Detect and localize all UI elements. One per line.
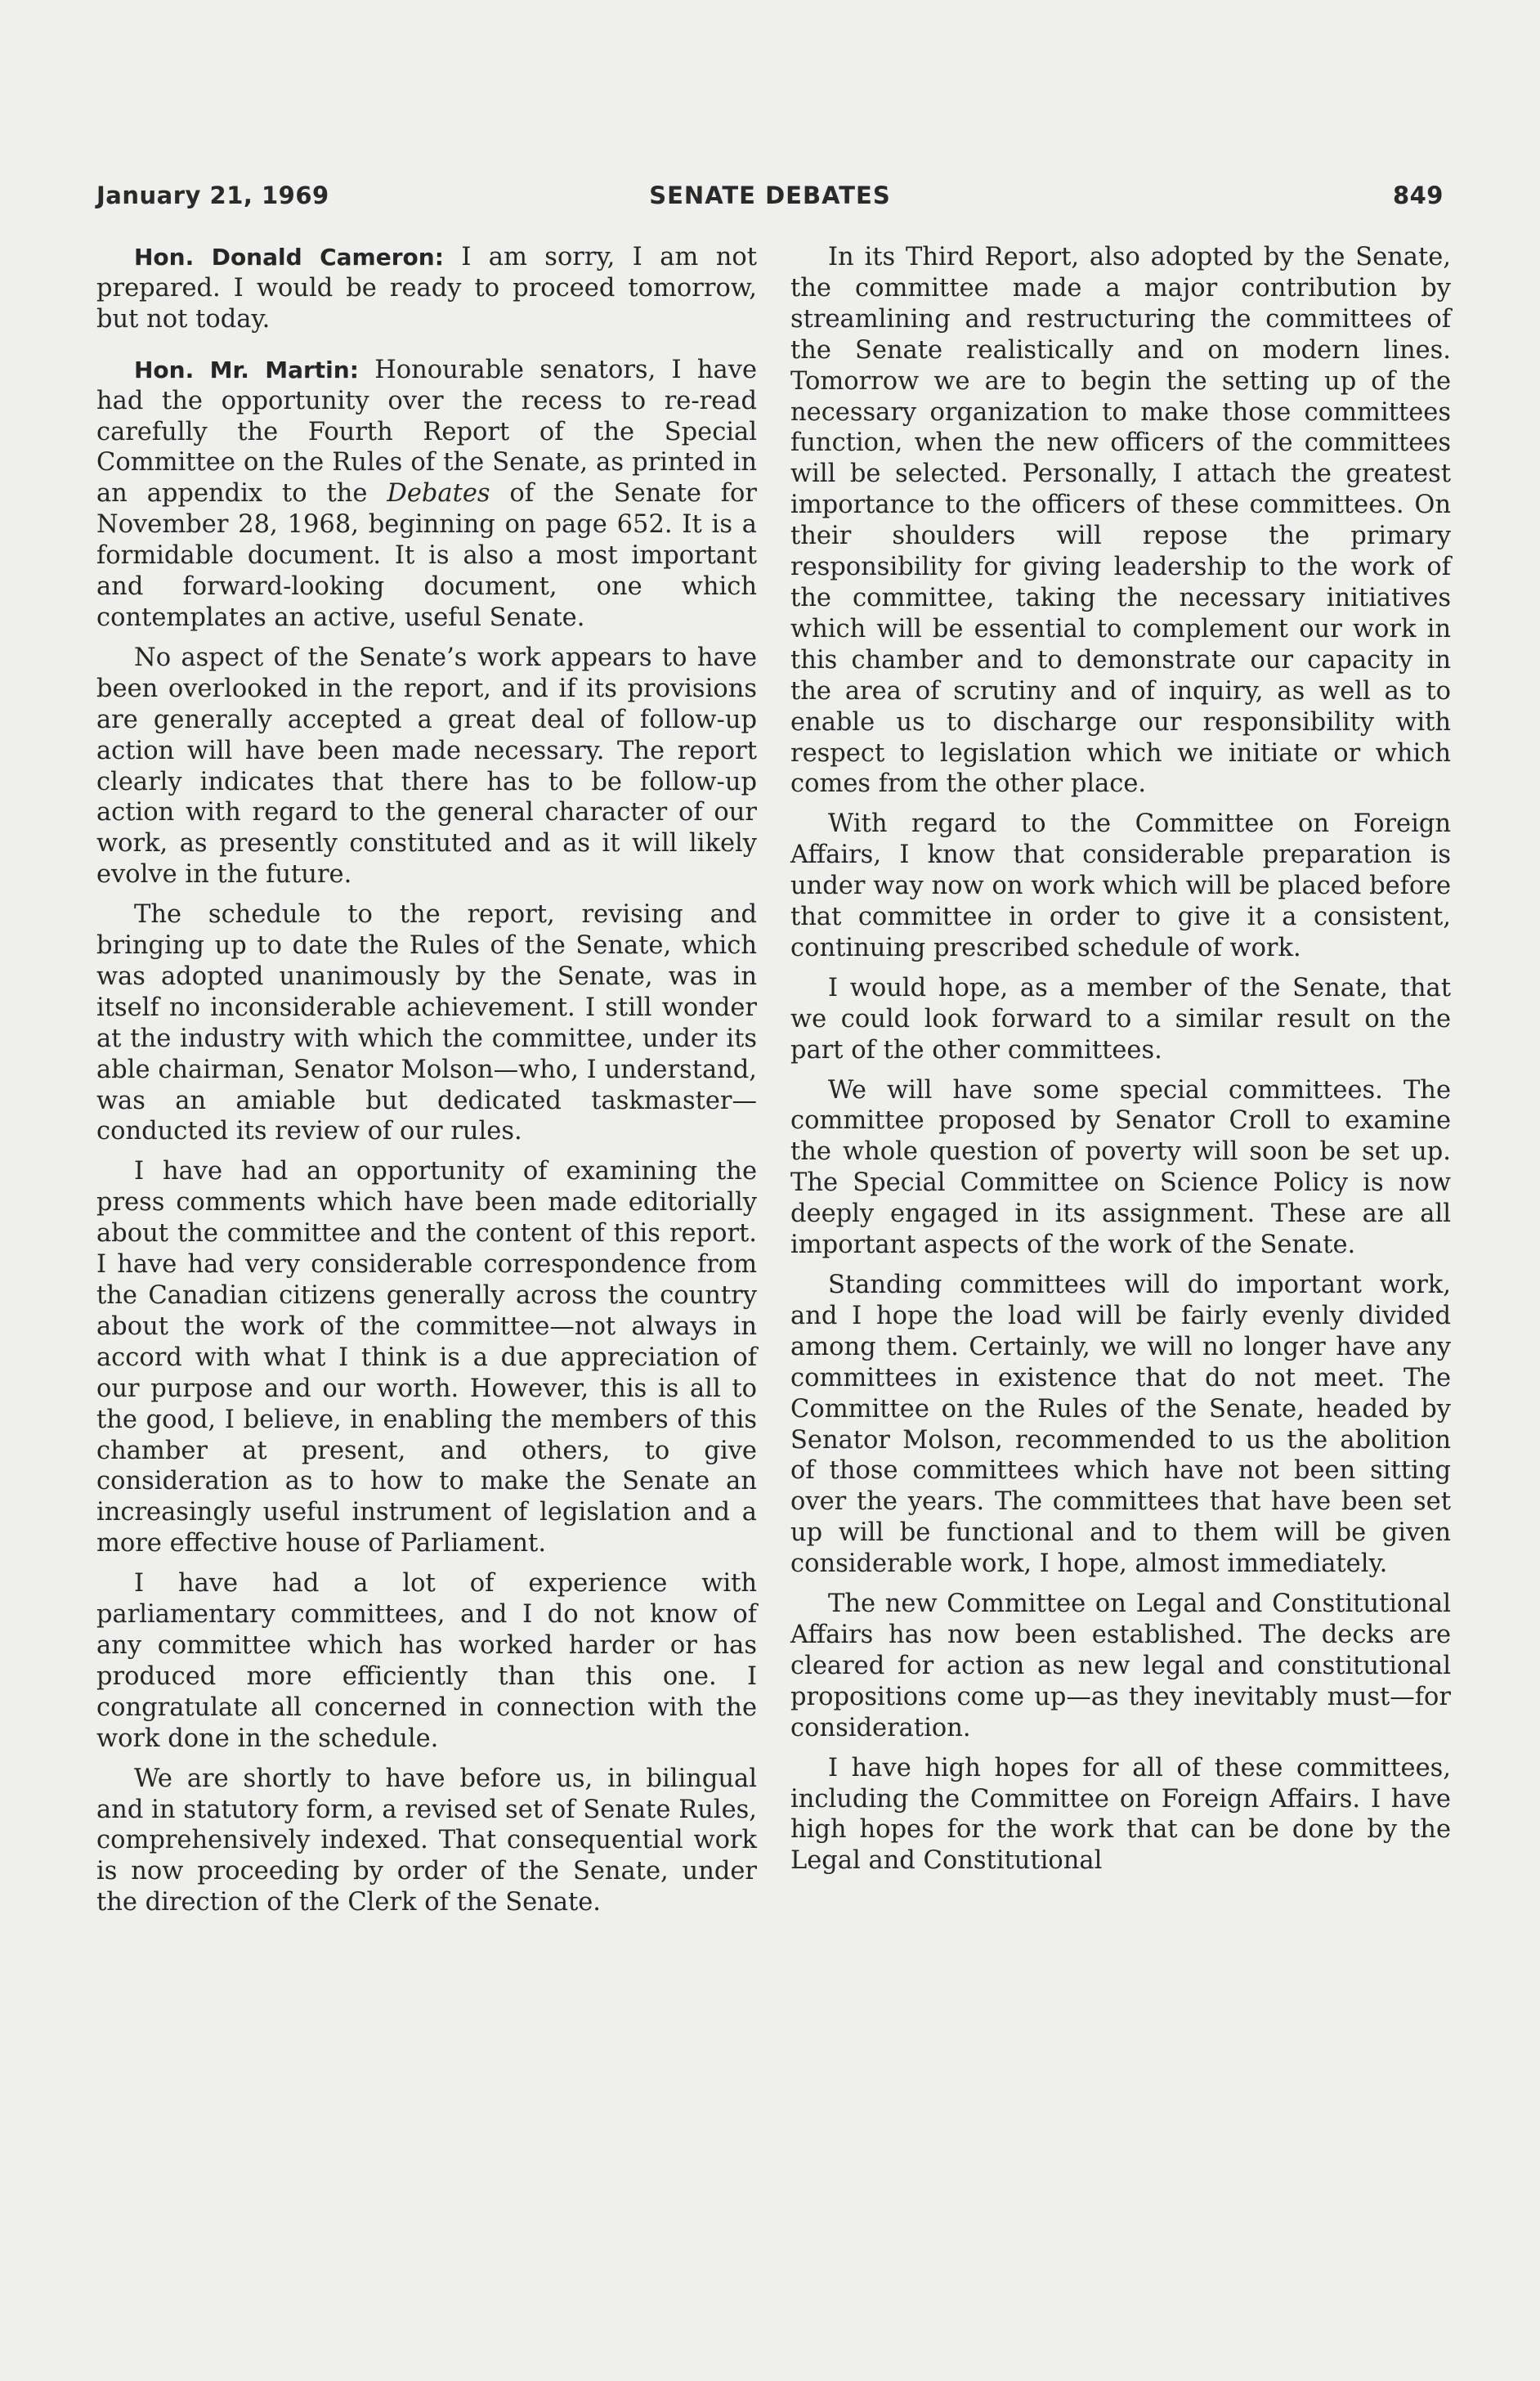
- paragraph-text: Honourable senators, I have had the opportunity over the recess to re-read carefully the Fourth Report of the Special Committee on the Rules of the Senate, as printed in an appendix to the: [96, 355, 757, 509]
- paragraph-text: of the Senate for November 28, 1968, beginning on page 652. It is a formidable document. It is also a most important and forward-looking document, one which contemplates an active, useful Senate.: [96, 479, 757, 632]
- paragraph: I have high hopes for all of these committees, including the Committee on Foreign Affairs. I have high hopes for the work that can be done by the Legal and Constitutional: [790, 1753, 1451, 1876]
- page-number: 849: [1392, 182, 1444, 209]
- paragraph: I would hope, as a member of the Senate, that we could look forward to a similar result on the part of the other committees.: [790, 973, 1451, 1065]
- paragraph: Standing committees will do important work, and I hope the load will be fairly evenly divided among them. Certainly, we will no longer have any committees in existence that do not meet. The Committee on the Rules of the Senate, headed by Senator Molson, recommended to us the abolition of those committees which have not been sitting over the years. The committees that have been set up will be functional and to them will be given considerable work, I hope, almost immediately.: [790, 1271, 1451, 1579]
- paragraph: In its Third Report, also adopted by the Senate, the committee made a major contribution by streamlining and restructuring the committees of the Senate realistically and on modern lines. Tomorrow we are to begin the setting up of the necessary organization to make those committees function, when the new officers of the committees will be selected. Personally, I attach the greatest importance to the officers of these committees. On their shoulders will repose the primary responsibility for giving leadership to the work of the committee, taking the necessary initiatives which will be essential to complement our work in this chamber and to demonstrate our capacity in the area of scrutiny and of inquiry, as well as to enable us to discharge our responsibility with respect to legislation which we initiate or which comes from the other place.: [790, 243, 1451, 799]
- paragraph: I have had an opportunity of examining the press comments which have been made editorially about the committee and the content of this report. I have had very considerable correspondence from the Canadian citizens generally across the country about the work of the committee—not always in accord with what I think is a due appreciation of our purpose and our worth. However, this is all to the good, I believe, in enabling the members of this chamber at present, and others, to give consideration as to how to make the Senate an increasingly useful instrument of legislation and a more effective house of Parliament.: [96, 1157, 757, 1558]
- right-column: [790, 242, 1451, 1886]
- page-header: [96, 182, 1444, 214]
- speaker-name: Hon. Mr. Martin:: [134, 356, 359, 383]
- speaker-name: Hon. Donald Cameron:: [134, 244, 444, 271]
- paragraph: We will have some special committees. The committee proposed by Senator Croll to examine the whole question of poverty will soon be set up. The Special Committee on Science Policy is now deeply engaged in its assignment. These are all important aspects of the work of the Senate.: [790, 1075, 1451, 1260]
- header-title: SENATE DEBATES: [649, 182, 891, 209]
- paragraph: No aspect of the Senate’s work appears to have been overlooked in the report, and if its provisions are generally accepted a great deal of follow-up action will have been made necessary. The report clearly indicates that there has to be follow-up action with regard to the general character of our work, as presently constituted and as it will likely evolve in the future.: [96, 643, 757, 890]
- paragraph: We are shortly to have before us, in bilingual and in statutory form, a revised set of Senate Rules, comprehensively indexed. That consequential work is now proceeding by order of the Senate, under the direction of the Clerk of the Senate.: [96, 1764, 757, 1917]
- paragraph: [96, 242, 757, 335]
- paragraph: The schedule to the report, revising and bringing up to date the Rules of the Senate, which was adopted unanimously by the Senate, was in itself no inconsiderable achievement. I still wonder at the industry with which the committee, under its able chairman, Senator Molson—who, I understand, was an amiable but dedicated taskmaster—conducted its review of our rules.: [96, 900, 757, 1146]
- paragraph-text: I am sorry, I am not prepared. I would be ready to proceed tomorrow, but not today.: [96, 243, 757, 334]
- paragraph: [96, 355, 757, 634]
- paragraph: I have had a lot of experience with parliamentary committees, and I do not know of any committee which has worked harder or has produced more efficiently than this one. I congratulate all concerned in connection with the work done in the schedule.: [96, 1569, 757, 1753]
- paragraph: With regard to the Committee on Foreign Affairs, I know that considerable preparation is under way now on work which will be placed before that committee in order to give it a consistent, continuing prescribed schedule of work.: [790, 809, 1451, 962]
- paragraph: The new Committee on Legal and Constitutional Affairs has now been established. The decks are cleared for action as new legal and constitutional propositions come up—as they inevitably must—for consideration.: [790, 1590, 1451, 1742]
- header-date: January 21, 1969: [96, 182, 329, 209]
- left-column: [96, 242, 757, 1927]
- italic-text: Debates: [387, 479, 490, 509]
